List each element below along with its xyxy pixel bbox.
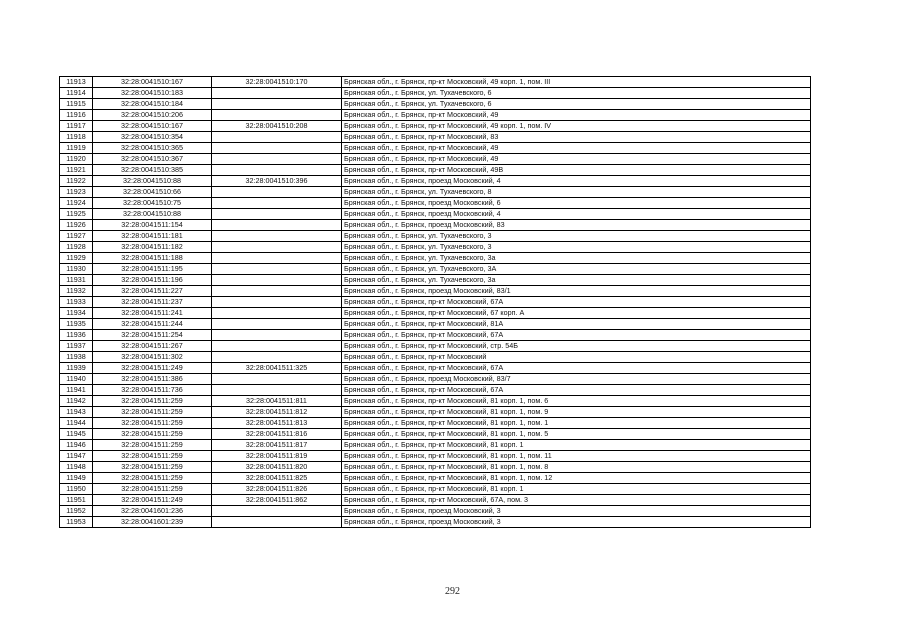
cadastral-number-cell: 32:28:0041511:154 <box>93 220 212 231</box>
table-row <box>60 275 811 286</box>
cadastral-number-cell: 32:28:0041510:184 <box>93 99 212 110</box>
row-number-cell: 11946 <box>60 440 93 451</box>
address-cell: Брянская обл., г. Брянск, пр-кт Московский, 67А <box>342 297 811 308</box>
address-cell: Брянская обл., г. Брянск, пр-кт Московский, 49 <box>342 110 811 121</box>
parent-cadastral-number-cell: 32:28:0041511:812 <box>212 407 342 418</box>
address-cell: Брянская обл., г. Брянск, пр-кт Московский, 67А <box>342 363 811 374</box>
cadastral-number-cell: 32:28:0041511:259 <box>93 462 212 473</box>
cadastral-number-cell: 32:28:0041510:206 <box>93 110 212 121</box>
row-number-cell: 11933 <box>60 297 93 308</box>
cadastral-number-cell: 32:28:0041511:259 <box>93 418 212 429</box>
address-cell: Брянская обл., г. Брянск, пр-кт Московский, 81А <box>342 319 811 330</box>
address-cell: Брянская обл., г. Брянск, пр-кт Московский <box>342 352 811 363</box>
table-row <box>60 110 811 121</box>
cadastral-number-cell: 32:28:0041511:259 <box>93 484 212 495</box>
parent-cadastral-number-cell <box>212 275 342 286</box>
table-row <box>60 209 811 220</box>
cadastral-number-cell: 32:28:0041511:181 <box>93 231 212 242</box>
registry-table <box>59 76 811 528</box>
row-number-cell: 11928 <box>60 242 93 253</box>
address-cell: Брянская обл., г. Брянск, пр-кт Московский, 81 корп. 1, пом. 12 <box>342 473 811 484</box>
cadastral-number-cell: 32:28:0041510:354 <box>93 132 212 143</box>
row-number-cell: 11940 <box>60 374 93 385</box>
cadastral-number-cell: 32:28:0041511:259 <box>93 440 212 451</box>
table-row <box>60 341 811 352</box>
parent-cadastral-number-cell <box>212 143 342 154</box>
parent-cadastral-number-cell <box>212 385 342 396</box>
cadastral-number-cell: 32:28:0041511:736 <box>93 385 212 396</box>
row-number-cell: 11924 <box>60 198 93 209</box>
parent-cadastral-number-cell <box>212 165 342 176</box>
parent-cadastral-number-cell: 32:28:0041511:325 <box>212 363 342 374</box>
parent-cadastral-number-cell <box>212 330 342 341</box>
address-cell: Брянская обл., г. Брянск, пр-кт Московский, 49 корп. 1, пом. IV <box>342 121 811 132</box>
address-cell: Брянская обл., г. Брянск, пр-кт Московский, 67 корп. А <box>342 308 811 319</box>
table-row <box>60 462 811 473</box>
cadastral-number-cell: 32:28:0041510:167 <box>93 121 212 132</box>
cadastral-number-cell: 32:28:0041510:385 <box>93 165 212 176</box>
address-cell: Брянская обл., г. Брянск, проезд Московский, 6 <box>342 198 811 209</box>
row-number-cell: 11922 <box>60 176 93 187</box>
address-cell: Брянская обл., г. Брянск, пр-кт Московский, 83 <box>342 132 811 143</box>
parent-cadastral-number-cell: 32:28:0041511:820 <box>212 462 342 473</box>
parent-cadastral-number-cell: 32:28:0041511:816 <box>212 429 342 440</box>
table-row <box>60 198 811 209</box>
parent-cadastral-number-cell: 32:28:0041511:811 <box>212 396 342 407</box>
table-row <box>60 396 811 407</box>
address-cell: Брянская обл., г. Брянск, ул. Тухачевского, 3А <box>342 264 811 275</box>
cadastral-number-cell: 32:28:0041511:267 <box>93 341 212 352</box>
cadastral-number-cell: 32:28:0041511:259 <box>93 451 212 462</box>
address-cell: Брянская обл., г. Брянск, ул. Тухачевского, 3а <box>342 253 811 264</box>
parent-cadastral-number-cell <box>212 374 342 385</box>
address-cell: Брянская обл., г. Брянск, ул. Тухачевского, 3 <box>342 242 811 253</box>
address-cell: Брянская обл., г. Брянск, ул. Тухачевского, 3а <box>342 275 811 286</box>
row-number-cell: 11948 <box>60 462 93 473</box>
table-row <box>60 451 811 462</box>
table-row <box>60 143 811 154</box>
cadastral-number-cell: 32:28:0041511:249 <box>93 363 212 374</box>
parent-cadastral-number-cell: 32:28:0041511:826 <box>212 484 342 495</box>
parent-cadastral-number-cell <box>212 286 342 297</box>
address-cell: Брянская обл., г. Брянск, пр-кт Московский, 81 корп. 1, пом. 6 <box>342 396 811 407</box>
row-number-cell: 11938 <box>60 352 93 363</box>
row-number-cell: 11932 <box>60 286 93 297</box>
parent-cadastral-number-cell <box>212 132 342 143</box>
cadastral-number-cell: 32:28:0041511:195 <box>93 264 212 275</box>
parent-cadastral-number-cell: 32:28:0041510:396 <box>212 176 342 187</box>
table-row <box>60 154 811 165</box>
table-row <box>60 363 811 374</box>
row-number-cell: 11920 <box>60 154 93 165</box>
table-row <box>60 286 811 297</box>
row-number-cell: 11936 <box>60 330 93 341</box>
cadastral-number-cell: 32:28:0041510:75 <box>93 198 212 209</box>
parent-cadastral-number-cell <box>212 341 342 352</box>
cadastral-number-cell: 32:28:0041510:365 <box>93 143 212 154</box>
cadastral-number-cell: 32:28:0041511:259 <box>93 473 212 484</box>
row-number-cell: 11919 <box>60 143 93 154</box>
address-cell: Брянская обл., г. Брянск, пр-кт Московский, 81 корп. 1 <box>342 484 811 495</box>
parent-cadastral-number-cell: 32:28:0041511:825 <box>212 473 342 484</box>
address-cell: Брянская обл., г. Брянск, пр-кт Московский, 67А, пом. 3 <box>342 495 811 506</box>
cadastral-number-cell: 32:28:0041511:237 <box>93 297 212 308</box>
row-number-cell: 11950 <box>60 484 93 495</box>
cadastral-number-cell: 32:28:0041510:88 <box>93 209 212 220</box>
parent-cadastral-number-cell: 32:28:0041511:819 <box>212 451 342 462</box>
row-number-cell: 11929 <box>60 253 93 264</box>
table-row <box>60 506 811 517</box>
address-cell: Брянская обл., г. Брянск, пр-кт Московский, 81 корп. 1, пом. 9 <box>342 407 811 418</box>
table-row <box>60 231 811 242</box>
table-row <box>60 319 811 330</box>
row-number-cell: 11939 <box>60 363 93 374</box>
row-number-cell: 11952 <box>60 506 93 517</box>
parent-cadastral-number-cell <box>212 517 342 528</box>
row-number-cell: 11913 <box>60 77 93 88</box>
row-number-cell: 11942 <box>60 396 93 407</box>
table-row <box>60 495 811 506</box>
table-row <box>60 308 811 319</box>
cadastral-number-cell: 32:28:0041511:259 <box>93 407 212 418</box>
address-cell: Брянская обл., г. Брянск, пр-кт Московский, 49 корп. 1, пом. III <box>342 77 811 88</box>
cadastral-number-cell: 32:28:0041511:196 <box>93 275 212 286</box>
parent-cadastral-number-cell <box>212 231 342 242</box>
cadastral-number-cell: 32:28:0041510:88 <box>93 176 212 187</box>
parent-cadastral-number-cell <box>212 198 342 209</box>
table-row <box>60 176 811 187</box>
table-row <box>60 132 811 143</box>
parent-cadastral-number-cell <box>212 308 342 319</box>
parent-cadastral-number-cell <box>212 297 342 308</box>
row-number-cell: 11930 <box>60 264 93 275</box>
row-number-cell: 11945 <box>60 429 93 440</box>
parent-cadastral-number-cell <box>212 352 342 363</box>
table-row <box>60 418 811 429</box>
row-number-cell: 11916 <box>60 110 93 121</box>
address-cell: Брянская обл., г. Брянск, ул. Тухачевского, 6 <box>342 99 811 110</box>
table-row <box>60 484 811 495</box>
table-row <box>60 429 811 440</box>
address-cell: Брянская обл., г. Брянск, пр-кт Московский, 81 корп. 1, пом. 5 <box>342 429 811 440</box>
address-cell: Брянская обл., г. Брянск, ул. Тухачевского, 6 <box>342 88 811 99</box>
row-number-cell: 11935 <box>60 319 93 330</box>
parent-cadastral-number-cell <box>212 506 342 517</box>
parent-cadastral-number-cell: 32:28:0041510:208 <box>212 121 342 132</box>
parent-cadastral-number-cell: 32:28:0041510:170 <box>212 77 342 88</box>
row-number-cell: 11921 <box>60 165 93 176</box>
registry-table-body <box>60 77 811 528</box>
parent-cadastral-number-cell <box>212 220 342 231</box>
address-cell: Брянская обл., г. Брянск, проезд Московский, 83/1 <box>342 286 811 297</box>
table-row <box>60 352 811 363</box>
cadastral-number-cell: 32:28:0041510:167 <box>93 77 212 88</box>
row-number-cell: 11937 <box>60 341 93 352</box>
row-number-cell: 11941 <box>60 385 93 396</box>
address-cell: Брянская обл., г. Брянск, ул. Тухачевского, 8 <box>342 187 811 198</box>
address-cell: Брянская обл., г. Брянск, проезд Московский, 83/7 <box>342 374 811 385</box>
address-cell: Брянская обл., г. Брянск, проезд Московский, 83 <box>342 220 811 231</box>
parent-cadastral-number-cell <box>212 264 342 275</box>
cadastral-number-cell: 32:28:0041511:386 <box>93 374 212 385</box>
cadastral-number-cell: 32:28:0041601:236 <box>93 506 212 517</box>
address-cell: Брянская обл., г. Брянск, пр-кт Московский, 81 корп. 1, пом. 11 <box>342 451 811 462</box>
address-cell: Брянская обл., г. Брянск, пр-кт Московский, 49В <box>342 165 811 176</box>
parent-cadastral-number-cell <box>212 209 342 220</box>
row-number-cell: 11947 <box>60 451 93 462</box>
table-row <box>60 374 811 385</box>
parent-cadastral-number-cell <box>212 187 342 198</box>
cadastral-number-cell: 32:28:0041511:188 <box>93 253 212 264</box>
row-number-cell: 11918 <box>60 132 93 143</box>
address-cell: Брянская обл., г. Брянск, ул. Тухачевского, 3 <box>342 231 811 242</box>
address-cell: Брянская обл., г. Брянск, проезд Московский, 3 <box>342 517 811 528</box>
row-number-cell: 11925 <box>60 209 93 220</box>
parent-cadastral-number-cell <box>212 253 342 264</box>
parent-cadastral-number-cell: 32:28:0041511:862 <box>212 495 342 506</box>
table-row <box>60 264 811 275</box>
table-row <box>60 253 811 264</box>
address-cell: Брянская обл., г. Брянск, проезд Московский, 3 <box>342 506 811 517</box>
row-number-cell: 11949 <box>60 473 93 484</box>
cadastral-number-cell: 32:28:0041511:259 <box>93 429 212 440</box>
row-number-cell: 11915 <box>60 99 93 110</box>
table-row <box>60 473 811 484</box>
row-number-cell: 11931 <box>60 275 93 286</box>
address-cell: Брянская обл., г. Брянск, пр-кт Московский, 81 корп. 1, пом. 8 <box>342 462 811 473</box>
cadastral-number-cell: 32:28:0041511:249 <box>93 495 212 506</box>
table-row <box>60 242 811 253</box>
cadastral-number-cell: 32:28:0041511:241 <box>93 308 212 319</box>
table-row <box>60 220 811 231</box>
address-cell: Брянская обл., г. Брянск, проезд Московский, 4 <box>342 176 811 187</box>
row-number-cell: 11927 <box>60 231 93 242</box>
cadastral-number-cell: 32:28:0041511:227 <box>93 286 212 297</box>
address-cell: Брянская обл., г. Брянск, пр-кт Московский, 67А <box>342 385 811 396</box>
row-number-cell: 11917 <box>60 121 93 132</box>
table-row <box>60 407 811 418</box>
table-row <box>60 165 811 176</box>
cadastral-number-cell: 32:28:0041511:244 <box>93 319 212 330</box>
table-row <box>60 187 811 198</box>
address-cell: Брянская обл., г. Брянск, пр-кт Московский, 81 корп. 1 <box>342 440 811 451</box>
cadastral-number-cell: 32:28:0041510:183 <box>93 88 212 99</box>
row-number-cell: 11943 <box>60 407 93 418</box>
cadastral-number-cell: 32:28:0041510:66 <box>93 187 212 198</box>
row-number-cell: 11926 <box>60 220 93 231</box>
table-row <box>60 88 811 99</box>
parent-cadastral-number-cell <box>212 110 342 121</box>
table-row <box>60 440 811 451</box>
address-cell: Брянская обл., г. Брянск, пр-кт Московский, 81 корп. 1, пом. 1 <box>342 418 811 429</box>
parent-cadastral-number-cell <box>212 154 342 165</box>
address-cell: Брянская обл., г. Брянск, пр-кт Московский, стр. 54Б <box>342 341 811 352</box>
address-cell: Брянская обл., г. Брянск, проезд Московский, 4 <box>342 209 811 220</box>
parent-cadastral-number-cell <box>212 88 342 99</box>
parent-cadastral-number-cell: 32:28:0041511:813 <box>212 418 342 429</box>
table-row <box>60 121 811 132</box>
row-number-cell: 11914 <box>60 88 93 99</box>
parent-cadastral-number-cell <box>212 99 342 110</box>
parent-cadastral-number-cell <box>212 242 342 253</box>
table-row <box>60 77 811 88</box>
address-cell: Брянская обл., г. Брянск, пр-кт Московский, 49 <box>342 143 811 154</box>
cadastral-number-cell: 32:28:0041511:259 <box>93 396 212 407</box>
row-number-cell: 11934 <box>60 308 93 319</box>
row-number-cell: 11951 <box>60 495 93 506</box>
cadastral-number-cell: 32:28:0041510:367 <box>93 154 212 165</box>
row-number-cell: 11953 <box>60 517 93 528</box>
address-cell: Брянская обл., г. Брянск, пр-кт Московский, 49 <box>342 154 811 165</box>
parent-cadastral-number-cell: 32:28:0041511:817 <box>212 440 342 451</box>
cadastral-number-cell: 32:28:0041601:239 <box>93 517 212 528</box>
table-row <box>60 99 811 110</box>
page-number: 292 <box>445 586 460 597</box>
cadastral-number-cell: 32:28:0041511:302 <box>93 352 212 363</box>
parent-cadastral-number-cell <box>212 319 342 330</box>
row-number-cell: 11944 <box>60 418 93 429</box>
cadastral-number-cell: 32:28:0041511:182 <box>93 242 212 253</box>
table-row <box>60 385 811 396</box>
address-cell: Брянская обл., г. Брянск, пр-кт Московский, 67А <box>342 330 811 341</box>
row-number-cell: 11923 <box>60 187 93 198</box>
table-row <box>60 297 811 308</box>
cadastral-number-cell: 32:28:0041511:254 <box>93 330 212 341</box>
table-row <box>60 330 811 341</box>
table-row <box>60 517 811 528</box>
